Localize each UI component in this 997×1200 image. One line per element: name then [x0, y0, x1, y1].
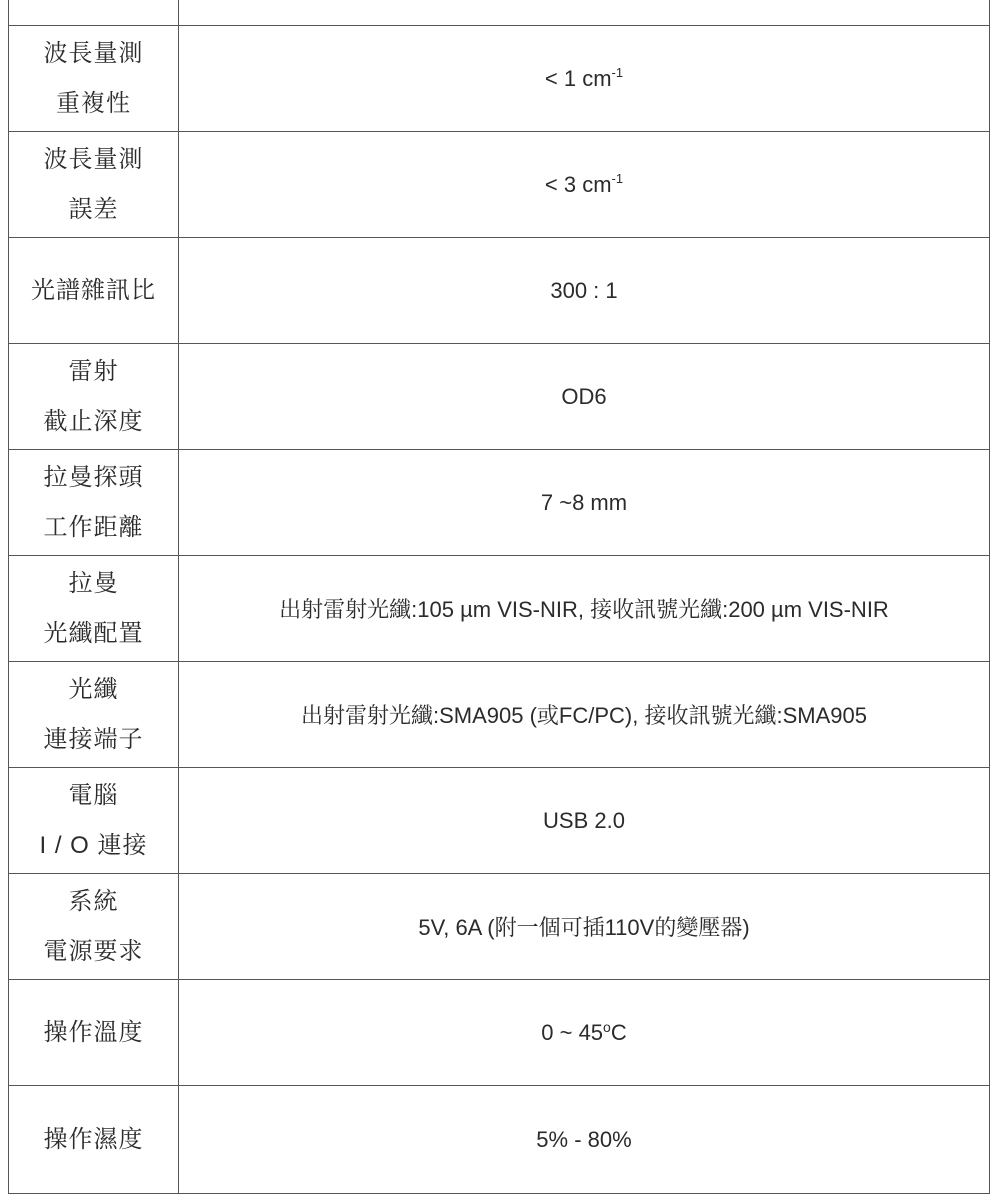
table-row — [9, 132, 990, 238]
spec-label: 雷射 截止深度 — [43, 357, 144, 435]
spec-label: 操作濕度 — [43, 1125, 144, 1153]
degree-symbol: o — [603, 1018, 611, 1035]
table-row — [9, 1086, 990, 1194]
spec-label-cell — [9, 874, 179, 980]
table-row — [9, 874, 990, 980]
table-row — [9, 450, 990, 556]
table-row — [9, 768, 990, 874]
spec-label-cell — [9, 238, 179, 344]
spec-label-cell — [9, 1086, 179, 1194]
spec-label: 波長量測 誤差 — [43, 145, 144, 223]
spec-value-cell — [179, 238, 990, 344]
spec-value: 5V, 6A (附一個可插110V的變壓器) — [418, 915, 750, 940]
spec-label-cell — [9, 344, 179, 450]
spec-value: 300 : 1 — [550, 277, 618, 303]
spec-value-cell — [179, 556, 990, 662]
spec-value-cell — [179, 132, 990, 238]
spec-value-cell — [179, 1086, 990, 1194]
spec-label: 操作溫度 — [43, 1018, 144, 1046]
spec-value-cell — [179, 344, 990, 450]
spec-label: 光纖 連接端子 — [43, 675, 144, 753]
table-row — [9, 662, 990, 768]
spec-label: 電腦 I / O 連接 — [39, 781, 148, 859]
spec-value: 7 ~8 mm — [540, 489, 628, 515]
table-row — [9, 238, 990, 344]
spec-value-main: 0 ~ 45 — [541, 1019, 604, 1045]
spec-value-main: < 1 cm — [544, 65, 612, 91]
table-row — [9, 26, 990, 132]
spec-value-cell — [179, 980, 990, 1086]
spec-value: 出射雷射光纖:SMA905 (或FC/PC), 接收訊號光纖:SMA905 — [301, 703, 867, 728]
spec-value: OD6 — [561, 383, 607, 409]
spec-label: 系統 電源要求 — [43, 887, 144, 965]
table-row — [9, 0, 990, 26]
spec-label-cell — [9, 26, 179, 132]
spec-label: 拉曼探頭 工作距離 — [43, 463, 144, 541]
table-row — [9, 556, 990, 662]
spec-label-cell — [9, 0, 179, 26]
spec-value-main: < 3 cm — [544, 171, 612, 197]
spec-label: 拉曼 光纖配置 — [43, 569, 144, 647]
table-row — [9, 980, 990, 1086]
spec-label-cell — [9, 662, 179, 768]
spec-value-exponent: -1 — [611, 170, 624, 186]
spec-value — [541, 1020, 626, 1045]
spec-value-cell — [179, 768, 990, 874]
spec-label-cell — [9, 556, 179, 662]
spec-label-cell — [9, 450, 179, 556]
spec-value: USB 2.0 — [543, 807, 625, 833]
spec-label-cell — [9, 132, 179, 238]
spec-label: 波長量測 重複性 — [43, 39, 144, 117]
spec-table — [8, 0, 990, 1194]
spec-value-unit: C — [610, 1019, 627, 1045]
spec-value — [545, 172, 623, 197]
spec-value-cell — [179, 450, 990, 556]
spec-value: 出射雷射光纖:105 µm VIS-NIR, 接收訊號光纖:200 µm VIS-NIR — [279, 597, 889, 622]
spec-label-cell — [9, 980, 179, 1086]
spec-value-cell — [179, 662, 990, 768]
spec-value-cell — [179, 26, 990, 132]
spec-value: 5% - 80% — [536, 1126, 632, 1152]
spec-value-exponent: -1 — [611, 64, 624, 80]
spec-label-cell — [9, 768, 179, 874]
spec-value-cell — [179, 874, 990, 980]
spec-value — [545, 66, 623, 91]
table-row — [9, 344, 990, 450]
spec-label: 光譜雜訊比 — [31, 276, 156, 304]
spec-value-cell — [179, 0, 990, 26]
